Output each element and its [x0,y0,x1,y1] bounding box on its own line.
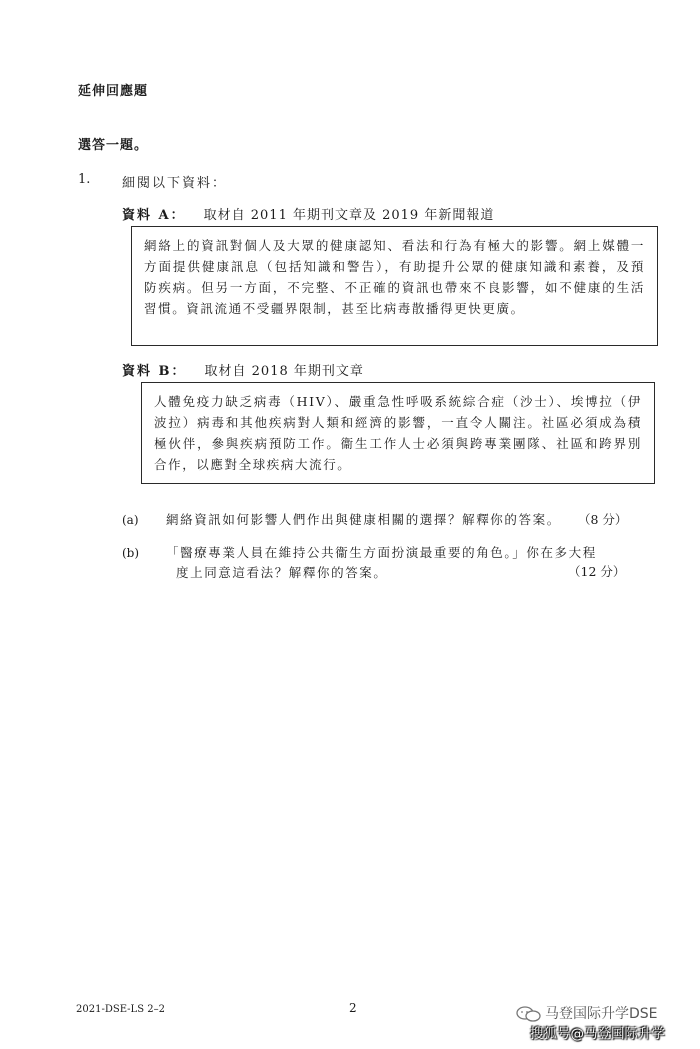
sub-question-a-label: (a) [122,513,139,527]
source-b-label: 資料 B： [122,364,187,379]
watermark-account: 马登国际升学DSE [545,1006,658,1022]
source-b-box [141,382,655,484]
instruction: 選答一題。 [78,138,149,153]
source-a-description: 取材自 2011 年期刊文章及 2019 年新聞報道 [203,208,495,223]
source-a-box [131,226,658,346]
wechat-icon [516,1006,542,1022]
source-a-text: 網絡上的資訊對個人及大眾的健康認知、看法和行為有極大的影響。網上媒體一方面提供健康訊息（包括知識和警告），有助提升公眾的健康知識和素養，及預防疾病。但另一方面，不完整、不正確的資訊也帶來不良影響，如不健康的生活習慣。資訊流通不受疆界限制，甚至比病毒散播得更快更廣。 [144,238,645,316]
sub-question-b-label: (b) [122,546,140,560]
source-b-description: 取材自 2018 年期刊文章 [204,364,364,379]
sub-question-b-marks: （12 分） [568,564,626,579]
source-b-text: 人體免疫力缺乏病毒（HIV）、嚴重急性呼吸系統綜合症（沙士）、埃博拉（伊波拉）病毒和其他疾病對人類和經濟的影響，一直令人關注。社區必須成為積極伙伴，參與疾病預防工作。衞生工作人士必須與跨專業團隊、社區和跨界別合作，以應對全球疾病大流行。 [154,394,642,472]
question-stem: 細閱以下資料： [122,176,228,191]
source-b-heading [122,360,364,379]
paper-code: 2021-DSE-LS 2–2 [76,1004,165,1015]
sub-question-b-line2: 度上同意這看法？解釋你的答案。 [176,565,388,580]
sub-question-a-marks: （8 分） [578,512,628,527]
source-a-label: 資料 A： [122,208,186,223]
sub-question-a-text: 網絡資訊如何影響人們作出與健康相關的選擇？解釋你的答案。 [166,512,561,527]
sub-question-b-line1: 「醫療專業人員在維持公共衞生方面扮演最重要的角色。」你在多大程 [166,545,597,560]
page-number: 2 [349,1001,357,1015]
question-number: 1. [78,172,91,187]
section-title: 延伸回應題 [78,84,149,99]
source-a-heading [122,204,494,223]
watermark-sohu: 搜狐号@马登国际升学 [530,1026,665,1042]
